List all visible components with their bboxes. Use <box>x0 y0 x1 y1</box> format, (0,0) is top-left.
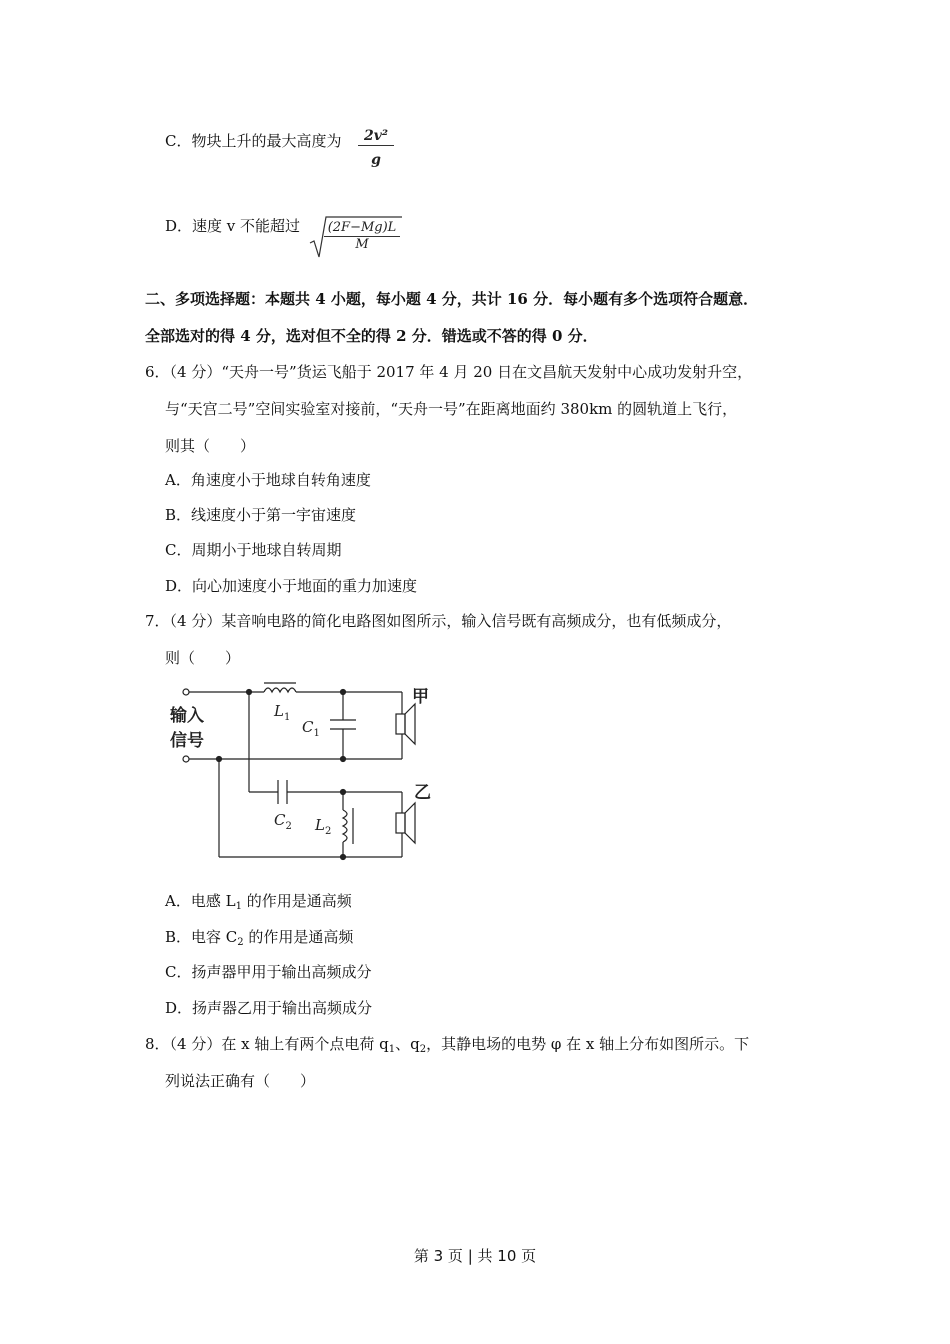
input-label-line2: 信号 <box>170 731 204 751</box>
circuit-diagram <box>160 680 450 870</box>
q6-line1: 6．（4 分）“天舟一号”货运飞船于 2017 年 4 月 20 日在文昌航天发射中心成功发射升空， <box>145 363 753 381</box>
speaker-yi-cone <box>405 803 415 843</box>
q5-option-c-fraction <box>358 128 394 168</box>
junction <box>341 855 346 860</box>
inductor-l1 <box>264 688 296 692</box>
q7-option-d: D．扬声器乙用于输出高频成分 <box>165 999 373 1017</box>
section2-line2: 全部选对的得 4 分，选对但不全的得 2 分．错选或不答的得 0 分． <box>145 327 598 345</box>
q7-option-a: A．电感 $L_1$ 的作用是通高频 <box>165 892 352 912</box>
q8-line1: 8．（4 分）在 x 轴上有两个点电荷 $q_1$、$q_2$，其静电场的电势 φ 在 x 轴上分布如图所示。下 <box>145 1035 750 1055</box>
page-footer: 第 3 页 | 共 10 页 <box>413 1247 537 1265</box>
input-terminal-top <box>183 689 189 695</box>
label-l1: $L_1$ <box>274 702 291 723</box>
speaker-jia-cone <box>405 704 415 744</box>
speaker-yi-body <box>396 813 405 833</box>
inductor-l2 <box>343 810 347 842</box>
fraction-numerator: 2v² <box>358 128 394 146</box>
q7-line2: 则（ ） <box>165 649 241 667</box>
speaker-yi-label: 乙 <box>414 783 431 803</box>
q6-option-c: C．周期小于地球自转周期 <box>165 541 342 559</box>
q6-option-d: D．向心加速度小于地面的重力加速度 <box>165 577 418 595</box>
label-c1: $C_1$ <box>302 718 320 739</box>
fraction-numerator: (2F−Mg)L <box>324 220 400 237</box>
q6-option-a: A．角速度小于地球自转角速度 <box>165 471 371 489</box>
input-label-line1: 输入 <box>170 706 204 726</box>
q7-option-b: B．电容 $C_2$ 的作用是通高频 <box>165 928 354 948</box>
q5-option-c-text: C．物块上升的最大高度为 <box>165 132 342 150</box>
q7-option-c: C．扬声器甲用于输出高频成分 <box>165 963 372 981</box>
label-c2: $C_2$ <box>274 811 292 832</box>
q6-line2: 与“天宫二号”空间实验室对接前，“天舟一号”在距离地面约 380km 的圆轨道上飞行， <box>165 400 738 418</box>
q8-line2: 列说法正确有（ ） <box>165 1072 316 1090</box>
q5-option-d-text: D．速度 v 不能超过 <box>165 217 301 235</box>
fraction-denominator: M <box>355 237 369 252</box>
q6-option-b: B．线速度小于第一宇宙速度 <box>165 506 357 524</box>
q5-option-c <box>165 131 341 151</box>
junction <box>341 757 346 762</box>
section2-line1: 二、多项选择题：本题共 4 小题，每小题 4 分，共计 16 分．每小题有多个选项符合题意． <box>145 290 759 308</box>
speaker-jia-body <box>396 714 405 734</box>
fraction-denominator: g <box>371 152 381 168</box>
input-terminal-bottom <box>183 756 189 762</box>
label-l2: $L_2$ <box>315 816 332 837</box>
q5-option-d-fraction <box>324 220 400 252</box>
q7-line1: 7．（4 分）某音响电路的简化电路图如图所示，输入信号既有高频成分，也有低频成分， <box>145 612 732 630</box>
q6-line3: 则其（ ） <box>165 437 256 455</box>
q5-option-d <box>165 216 300 236</box>
speaker-jia-label: 甲 <box>412 687 429 707</box>
